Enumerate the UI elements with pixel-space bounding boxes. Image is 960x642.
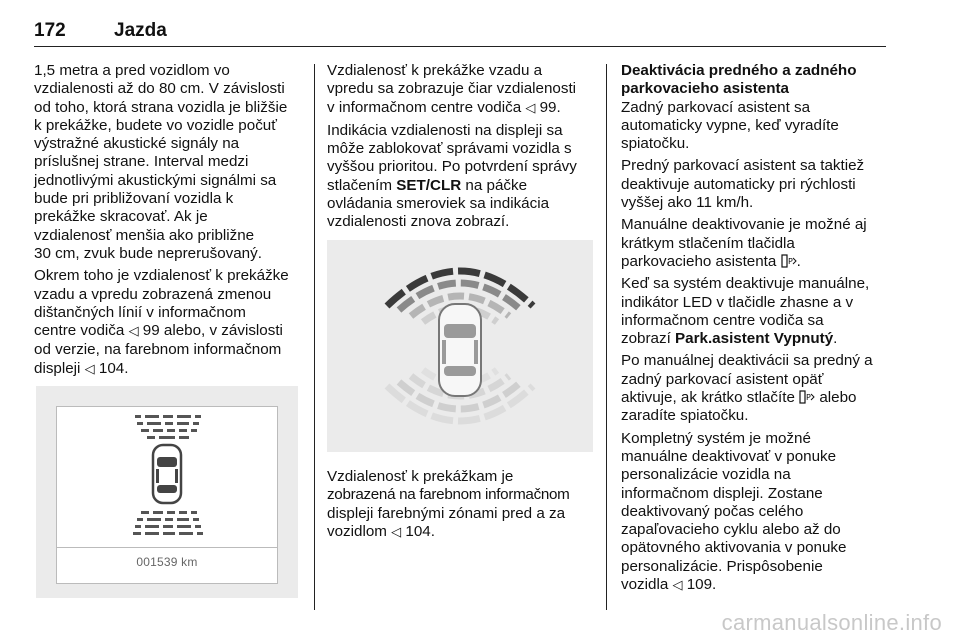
reference-arrow-icon[interactable]: ◁ [128, 324, 139, 340]
paragraph: Vzdialenosť k prekážkam je zobrazená na farebnom informačnom displeji farebnými zónami pred a za vozidlom ◁ 104. [327, 468, 570, 540]
column-divider [314, 64, 315, 610]
reference-arrow-icon[interactable]: ◁ [525, 100, 536, 116]
car-top-view-icon [439, 304, 481, 396]
distance-lines-graphic [57, 407, 277, 547]
paragraph: Kompletný systém je možné manuálne deaktivovať v ponuke personalizácie vozidla na informačnom displeji. Zostane deaktivovaný počas celého zapaľovacieho cyklu alebo až do opätovného aktivovania v ponuke personalizácie. Prispôsobenie vozidla ◁ 109. [621, 429, 847, 594]
svg-text:P: P [806, 393, 811, 403]
column-1 [34, 62, 306, 383]
info-display-frame [56, 406, 278, 584]
paragraph: Okrem toho je vzdialenosť k prekážke vzadu a vpredu zobrazená zmenou dištančných línií v informačnom centre vodiča ◁ 99 alebo, v závislosti od verzie, na farebnom informačnom displeji ◁ 104. [34, 267, 289, 377]
figure-driver-info-display [36, 386, 298, 598]
header-rule [34, 46, 886, 47]
column-3 [621, 62, 889, 599]
display-divider [57, 547, 277, 548]
odometer-readout: 001539 km [136, 555, 198, 569]
paragraph: Indikácia vzdialenosti na displeji sa môže zablokovať správami vozidla s vyššou prioritou. Po potvrdení správy stlačením SET/CLR na páčke ovládania smeroviek sa indikácia vzdialenosti znova zobrazí. [327, 121, 577, 231]
column-divider [606, 64, 607, 610]
car-top-view-icon [153, 445, 181, 503]
column-2 [327, 62, 597, 236]
figure-caption [327, 468, 597, 546]
section-heading: Deaktivácia predného a zadného parkovacieho asistenta [621, 62, 857, 98]
paragraph: Predný parkovací asistent sa taktiež deaktivuje automaticky pri rýchlosti vyššej ako 11 km/h. [621, 157, 865, 212]
paragraph: Po manuálnej deaktivácii sa predný a zadný parkovací asistent opäť aktivuje, ak krátko stlačíte P alebo zaradíte spiatočku. [621, 352, 873, 425]
reference-arrow-icon[interactable]: ◁ [84, 361, 95, 377]
park-assist-button-icon [799, 390, 815, 404]
paragraph: Keď sa systém deaktivuje manuálne, indikátor LED v tlačidle zhasne a v informačnom centre vodiča sa zobrazí Park.asistent Vypnutý. [621, 275, 870, 348]
color-zones-graphic [327, 240, 593, 452]
watermark-site: carmanualsonline.info [721, 610, 942, 635]
page-header [34, 8, 886, 44]
paragraph: Vzdialenosť k prekážke vzadu a vpredu sa zobrazuje čiar vzdialenosti v informačnom centre vodiča ◁ 99. [327, 62, 577, 116]
paragraph: Manuálne deaktivovanie je možné aj krátkym stlačením tlačidla parkovacieho asistenta P . [621, 216, 867, 270]
chapter-title: Jazda [114, 20, 167, 41]
page-number: 172 [34, 20, 66, 41]
figure-color-info-display [327, 240, 593, 452]
paragraph: Zadný parkovací asistent sa automaticky vypne, keď vyradíte spiatočku. [621, 98, 839, 153]
park-assist-button-icon [781, 254, 797, 268]
paragraph: 1,5 metra a pred vozidlom vo vzdialenosti až do 80 cm. V závislosti od toho, ktorá strana vozidla je bližšie k prekážke, budete vo vozidle počuť výstražné akustické signály na príslušnej strane. Interval medzi jednotlivými akustickými signálmi sa bude pri približovaní vozidla k prekážke skracovať. Ak je vzdialenosť menšia ako približne 30 cm, zvuk bude neprerušovaný. [34, 62, 288, 262]
reference-arrow-icon[interactable]: ◁ [391, 524, 402, 540]
reference-arrow-icon[interactable]: ◁ [672, 578, 683, 594]
svg-text:P: P [787, 256, 793, 266]
